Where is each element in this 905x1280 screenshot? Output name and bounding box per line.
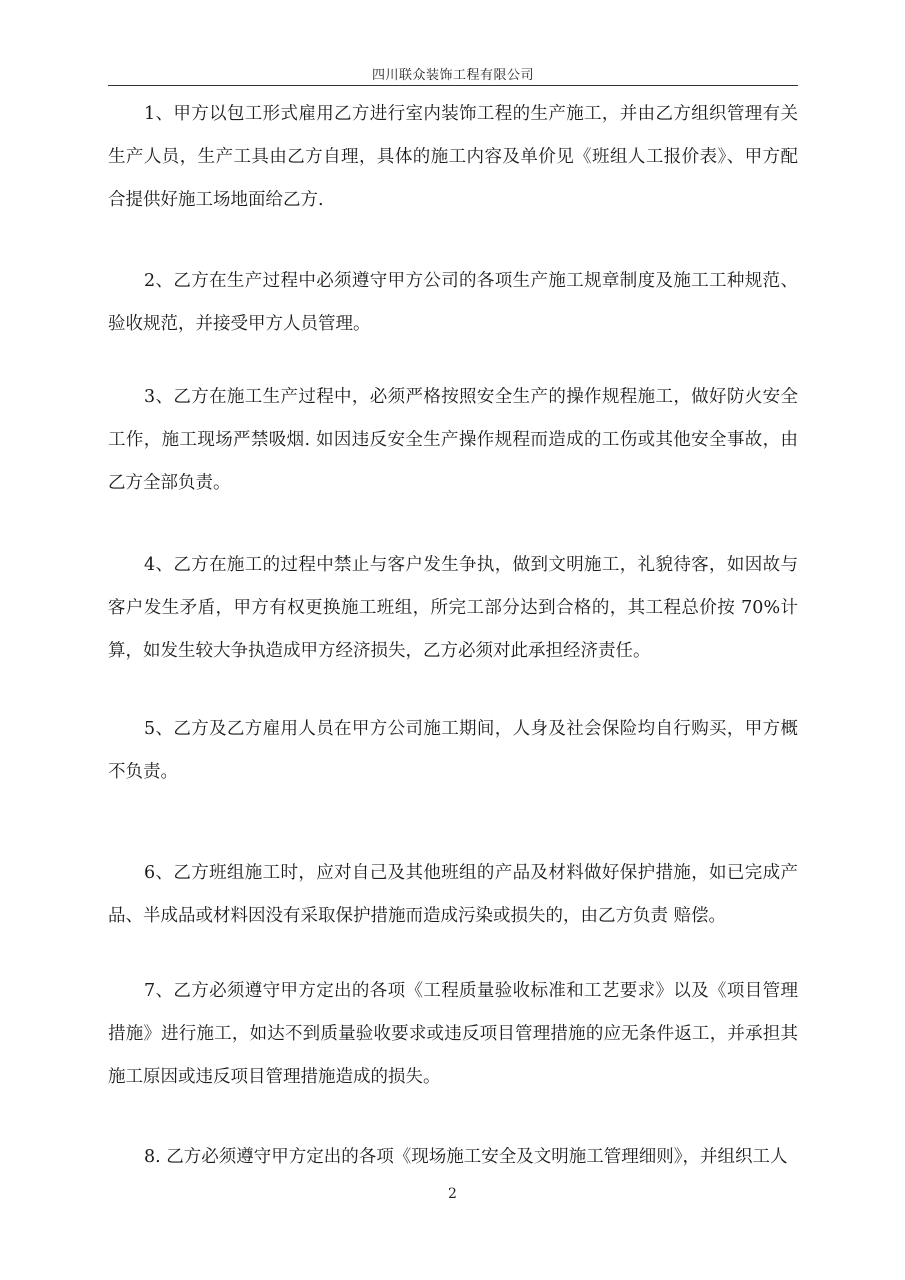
- clause-6: 6、乙方班组施工时，应对自己及其他班组的产品及材料做好保护措施，如已完成产品、半成品或材料因没有采取保护措施而造成污染或损失的，由乙方负责 赔偿。: [108, 863, 798, 926]
- clause-1: 1、甲方以包工形式雇用乙方进行室内装饰工程的生产施工，并由乙方组织管理有关生产人员，生产工具由乙方自理，具体的施工内容及单价见《班组人工报价表》、甲方配合提供好施工场地面给乙方.: [108, 104, 798, 210]
- clause-4: 4、乙方在施工的过程中禁止与客户发生争执，做到文明施工，礼貌待客，如因故与客户发生矛盾，甲方有权更换施工班组，所完工部分达到合格的，其工程总价按 70%计算，如发生较大争执造成甲方经济损失，乙方必须对此承担经济责任。: [108, 555, 798, 661]
- page-number: 2: [448, 1186, 457, 1202]
- clause-8: 8. 乙方必须遵守甲方定出的各项《现场施工安全及文明施工管理细则》，并组织工人: [144, 1147, 788, 1167]
- clause-7: 7、乙方必须遵守甲方定出的各项《工程质量验收标准和工艺要求》以及《项目管理措施》进行施工，如达不到质量验收要求或违反项目管理措施的应无条件返工，并承担其施工原因或违反项目管理措施造成的损失。: [108, 981, 798, 1087]
- clause-2: 2、乙方在生产过程中必须遵守甲方公司的各项生产施工规章制度及施工工种规范、验收规范，并接受甲方人员管理。: [108, 271, 798, 334]
- clause-5: 5、乙方及乙方雇用人员在甲方公司施工期间，人身及社会保险均自行购买，甲方概不负责。: [108, 719, 798, 782]
- running-header: 四川联众装饰工程有限公司: [371, 68, 534, 83]
- clause-3: 3、乙方在施工生产过程中，必须严格按照安全生产的操作规程施工，做好防火安全工作，施工现场严禁吸烟. 如因违反安全生产操作规程而造成的工伤或其他安全事故，由乙方全部负责。: [108, 387, 798, 493]
- header-rule: [108, 85, 798, 86]
